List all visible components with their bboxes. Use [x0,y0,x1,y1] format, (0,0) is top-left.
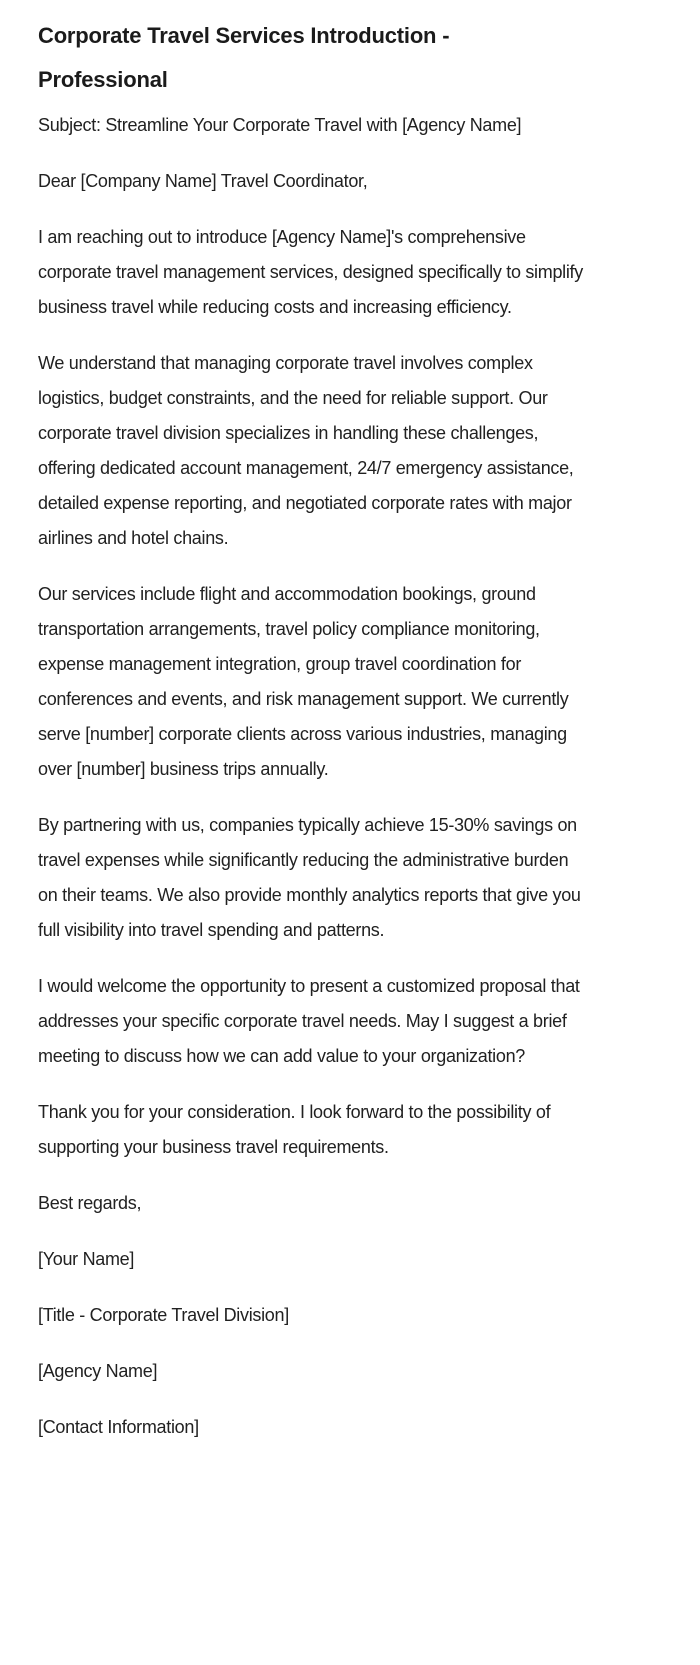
body-paragraph: I would welcome the opportunity to present a customized proposal that addresses your specific corporate travel needs. May I suggest a brief meeting to discuss how we can add value to your organization? [38,976,580,1066]
body-paragraph: By partnering with us, companies typically achieve 15-30% savings on travel expenses while significantly reducing the administrative burden on their teams. We also provide monthly analytics reports that give you full visibility into travel spending and patterns. [38,815,581,940]
sign-off: Best regards, [38,1193,142,1213]
closing-paragraph: Thank you for your consideration. I look forward to the possibility of supporting your business travel requirements. [38,1102,551,1157]
subject-line: Subject: Streamline Your Corporate Travel with [Agency Name] [38,115,522,135]
signature-line-agency: [Agency Name] [38,1361,158,1381]
body-paragraph: I am reaching out to introduce [Agency Name]'s comprehensive corporate travel management services, designed specifically to simplify business travel while reducing costs and increasing efficiency. [38,227,583,317]
body-paragraph: We understand that managing corporate travel involves complex logistics, budget constraints, and the need for reliable support. Our corporate travel division specializes in handling these challenges, offering dedicated account management, 24/7 emergency assistance, detailed expense reporting, and negotiated corporate rates with major airlines and hotel chains. [38,353,574,548]
body-paragraph: Our services include flight and accommodation bookings, ground transportation arrangements, travel policy compliance monitoring, expense management integration, group travel coordination for conferences and events, and risk management support. We currently serve [number] corporate clients across various industries, managing over [number] business trips annually. [38,584,569,779]
document-title: Corporate Travel Services Introduction - Professional [38,23,450,92]
salutation: Dear [Company Name] Travel Coordinator, [38,171,368,191]
signature-line-contact: [Contact Information] [38,1417,199,1437]
signature-line-title: [Title - Corporate Travel Division] [38,1305,289,1325]
signature-line-name: [Your Name] [38,1249,135,1269]
